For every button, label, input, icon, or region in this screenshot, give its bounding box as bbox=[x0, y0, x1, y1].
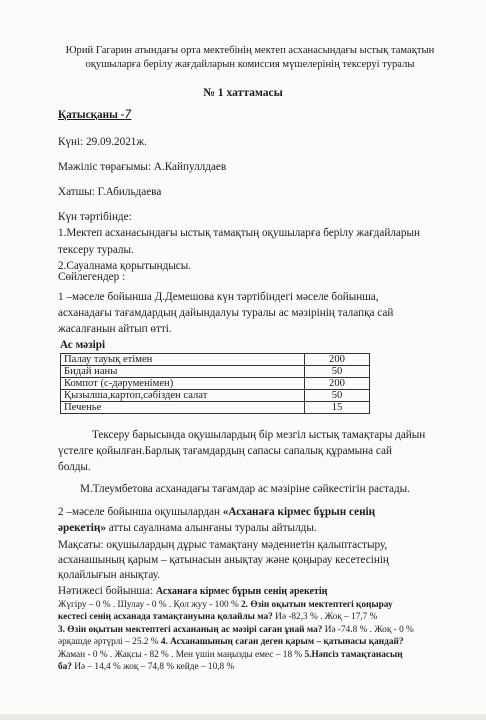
results-question-1: Асханаға кірмес бұрын сенің әрекетің bbox=[155, 586, 328, 597]
table-row bbox=[61, 366, 370, 378]
inspection-line-2: үстелге қойылған.Барлық тағамдардың сапасы сапалық құрамына сай bbox=[58, 445, 392, 457]
results-answer-2: Иә -82,3 % . Жоқ – 17,7 % bbox=[272, 612, 378, 622]
results-question-4: 4. Асханашының саған деген қарым – қатынасы қандай? bbox=[160, 637, 404, 647]
menu-item-value: 15 bbox=[305, 402, 370, 414]
table-row bbox=[61, 390, 370, 402]
results-heading bbox=[58, 584, 327, 599]
survey-title-part-1: «Асханаға кірмес бұрын сенің bbox=[222, 506, 376, 518]
results-label: Нәтижесі бойынша: bbox=[58, 585, 156, 597]
issue-1-line-1: 1 –мәселе бойынша Д.Демешова күн тәртібіндегі мәселе бойынша, bbox=[58, 291, 379, 303]
header-line-1: Юрий Гагарин атындағы орта мектебінің мектеп асханасындағы ыстық тамақтын bbox=[65, 45, 435, 56]
results-line-3 bbox=[58, 624, 414, 636]
goal-line-2: асханашының қарым – қатынасын анықтау және қоңырау кесетесінің bbox=[58, 554, 389, 566]
menu-item-value: 200 bbox=[305, 378, 370, 390]
page-bottom-edge bbox=[0, 714, 486, 720]
speakers-heading: Сөйлегендер : bbox=[58, 271, 126, 283]
secretary: Хатшы: Г.Абильдаева bbox=[58, 186, 162, 198]
menu-item-name: Бидай наны bbox=[61, 366, 305, 378]
table-row bbox=[61, 378, 370, 390]
agenda-item-2: 2.Сауалнама қорытындысы. bbox=[58, 260, 192, 272]
menu-item-value: 200 bbox=[305, 354, 370, 366]
menu-item-name: Палау тауық етімен bbox=[61, 354, 305, 366]
results-answer-3: Иә -74.8 % . Жоқ - 0 % bbox=[322, 625, 414, 635]
results-answer-5: Иә – 14,4 % жоқ – 74,8 % кейде – 10,8 % bbox=[71, 662, 235, 672]
agenda-heading: Күн тәртібінде: bbox=[58, 211, 132, 223]
participants bbox=[58, 108, 131, 122]
menu-item-name: Қызылша,картоп,сәбізден салат bbox=[61, 390, 305, 402]
goal-line-3: қолайлығын анықтау. bbox=[58, 569, 161, 581]
menu-confirmation: М.Тлеумбетова асханадағы тағамдар ас мәзіріне сәйкестігін растады. bbox=[80, 483, 410, 495]
agenda-item-1-line-2: тексеру туралы. bbox=[58, 244, 134, 256]
table-row bbox=[61, 354, 370, 366]
participants-count: 7 bbox=[124, 108, 132, 121]
issue-2-line-2 bbox=[58, 521, 317, 535]
survey-title-part-2: әрекетің» bbox=[58, 522, 106, 534]
agenda-item-1-line-1: 1.Мектеп асханасындағы ыстық тамақтың оқушыларға берілу жағдайларын bbox=[58, 227, 420, 239]
issue-2-suffix: атты сауалнама алынғаны туралы айтылды. bbox=[105, 522, 317, 534]
results-question-2-part-2: кестесі сенің асханада тамақтануына қолайлы ма? bbox=[58, 612, 273, 622]
issue-2-prefix: 2 –мәселе бойынша оқушылардан bbox=[58, 506, 223, 518]
chairperson: Мәжіліс төрағымы: А.Кайпуллдаев bbox=[58, 161, 227, 173]
results-line-4 bbox=[58, 636, 403, 648]
results-answer-4: Жаман - 0 % . Жақсы - 82 % . Мен үшін маңызды емес – 18 % bbox=[58, 650, 305, 660]
table-row bbox=[61, 402, 370, 414]
issue-1-line-2: асханадағы тағамдардың дайындалуы туралы ас мәзірінің талапқа сай bbox=[58, 307, 394, 319]
meeting-date: Күні: 29.09.2021ж. bbox=[58, 136, 147, 148]
results-line-2 bbox=[58, 611, 377, 623]
menu-item-name: Компот (с-дәруменімен) bbox=[61, 378, 305, 390]
menu-item-name: Печенье bbox=[61, 402, 305, 414]
results-question-5-part-1: 5.Нәпсіз тамақтанасың bbox=[304, 650, 403, 660]
results-line-5 bbox=[58, 649, 403, 661]
results-question-5-part-2: ба? bbox=[58, 662, 72, 672]
participants-label: Қатысқаны - bbox=[58, 109, 125, 121]
results-answer-3-cont: әрқашде әртүрлі – 25.2 % bbox=[58, 637, 161, 647]
document-header bbox=[40, 44, 460, 72]
results-answer-1: Жүгіру – 0 % . Шулау - 0 % . Қол жуу - 100 % bbox=[58, 600, 242, 610]
goal-line-1: Мақсаты: оқушылардың дұрыс тамақтану мәдениетін қалыптастыру, bbox=[58, 539, 388, 551]
inspection-line-1: Тексеру барысында оқушылардың бір мезгіл ыстық тамақтары дайын bbox=[92, 429, 426, 441]
menu-item-value: 50 bbox=[305, 366, 370, 378]
inspection-line-3: болды. bbox=[58, 461, 91, 473]
results-line-1 bbox=[58, 599, 393, 611]
menu-heading: Ас мәзірі bbox=[60, 339, 106, 351]
issue-1-line-3: жасалғанын айтып өтті. bbox=[58, 323, 172, 335]
issue-2-line-1 bbox=[58, 505, 375, 519]
results-question-3: 3. Өзін оқытын мектептегі асхананың ас мәзірі саған ұнай ма? bbox=[58, 625, 323, 635]
menu-table bbox=[60, 353, 370, 414]
results-question-2-part-1: 2. Өзін оқытын мектептегі қоңырау bbox=[241, 600, 393, 610]
protocol-title: № 1 хаттамасы bbox=[203, 86, 283, 99]
menu-item-value: 50 bbox=[305, 390, 370, 402]
header-line-2: оқушыларға берілу жағдайларын комиссия мүшелерінің тексеруі туралы bbox=[85, 59, 415, 70]
results-line-6 bbox=[58, 661, 234, 673]
